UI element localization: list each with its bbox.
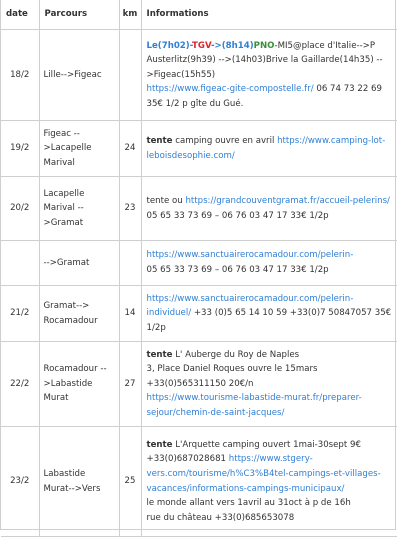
train-pno: PNO [253, 40, 275, 51]
arquette-text: L'Arquette camping ouvert 1mai-30sept 9€ [172, 439, 361, 450]
sanctuaire-individuel-link[interactable]: https://www.sanctuairerocamadour.com/pelerin-individuel/ [146, 293, 354, 319]
row-parcours: Labastide Murat-->Vers [39, 427, 119, 537]
train-separator: - [189, 40, 193, 51]
table-row [1, 121, 397, 177]
sanctuaire-link[interactable]: https://www.sanctuairerocamadour.com/pelerin- [146, 250, 354, 261]
phone-text: 05 65 33 73 69 – 06 76 03 47 17 33€ 1/2p [146, 265, 329, 275]
row-parcours: Gramat--> Rocamadour [39, 286, 119, 342]
row-km: 27 [119, 342, 141, 427]
chateau-text: rue du château +33(0)685653078 [146, 512, 295, 523]
column-header-informations: Informations [141, 0, 397, 30]
tente-label: tente [146, 439, 173, 450]
train-tgv: TGV [192, 40, 211, 51]
tente-label: tente [146, 349, 173, 360]
tourisme-link[interactable]: https://www.tourisme-labastide-murat.fr/preparer-sejour/chemin-de-saint-jacques/ [146, 393, 362, 418]
row-km: 14 [119, 286, 141, 342]
phone-text: +33(0)687028681 [146, 454, 229, 465]
row-date: 22/2 [1, 342, 39, 427]
row-km: 24 [119, 121, 141, 177]
row-parcours: Rocamadour -->Labastide Murat [39, 342, 119, 427]
table-row [1, 241, 397, 286]
row-informations [141, 177, 397, 241]
row-informations [141, 342, 397, 427]
gite-link[interactable]: https://www.figeac-gite-compostelle.fr/ [146, 84, 314, 95]
row-date: 21/2 [1, 286, 39, 342]
train-departure: Le(7h02) [146, 40, 190, 51]
row-km [119, 30, 141, 121]
row-informations [141, 427, 397, 537]
row-parcours: Lille-->Figeac [39, 30, 119, 121]
row-km: 23 [119, 177, 141, 241]
table-row [1, 427, 397, 537]
row-informations [141, 30, 397, 121]
row-date: 20/2 [1, 177, 39, 241]
phone-text: 05 65 33 73 69 – 06 76 03 47 17 33€ 1/2p [146, 210, 329, 221]
monde-allant-text: le monde allant vers 1avril au 31oct à p de 16h [146, 498, 351, 509]
column-header-km: km [119, 0, 141, 30]
address-text: 3, Place Daniel Roques ouvre le 15mars [146, 364, 318, 375]
auberge-text: L' Auberge du Roy de Naples [172, 349, 300, 360]
row-date [1, 241, 39, 286]
row-parcours: Figeac -->Lacapelle Marival [39, 121, 119, 177]
tente-ou-text: tente ou [146, 195, 186, 206]
camping-link[interactable]: https://www.camping-lot-leboisdesophie.com/ [146, 135, 386, 161]
couvent-link[interactable]: https://grandcouventgramat.fr/accueil-pelerins/ [185, 195, 390, 206]
row-date: 23/2 [1, 427, 39, 537]
phone-text: +33 (0)5 65 14 10 59 +33(0)7 50847057 35€ 1/2p [146, 308, 392, 333]
stgery-link[interactable]: https://www.stgery-vers.com/tourisme/h%C3%B4tel-campings-et-villages-vacances/informations-campings-municipaux/ [146, 454, 381, 494]
phone-text: +33(0)565311150 20€/n [146, 378, 254, 389]
column-header-date: date [1, 0, 39, 30]
gite-contact: 06 74 73 22 69 35€ 1/2 p gîte du Gué. [146, 84, 382, 109]
row-parcours: -->Gramat [39, 241, 119, 286]
table-row [1, 177, 397, 241]
camping-text: camping ouvre en avril [172, 135, 278, 146]
itinerary-table [1, 0, 397, 537]
row-informations [141, 286, 397, 342]
table-row [1, 30, 397, 121]
row-km [119, 241, 141, 286]
table-header-row [1, 0, 397, 30]
row-informations [141, 241, 397, 286]
column-header-parcours: Parcours [39, 0, 119, 30]
train-arrival: ->(8h14) [210, 40, 254, 51]
row-km: 25 [119, 427, 141, 537]
tente-label: tente [146, 135, 173, 146]
row-date: 18/2 [1, 30, 39, 121]
row-parcours: Lacapelle Marival -->Gramat [39, 177, 119, 241]
table-row [1, 342, 397, 427]
train-route: -MI5@place d'Italie-->P Austerlitz(9h39) -->(14h03)Brive la Gaillarde(14h35) -->Figeac(15h55) [146, 40, 383, 80]
row-date: 19/2 [1, 121, 39, 177]
row-informations [141, 121, 397, 177]
table-row [1, 286, 397, 342]
